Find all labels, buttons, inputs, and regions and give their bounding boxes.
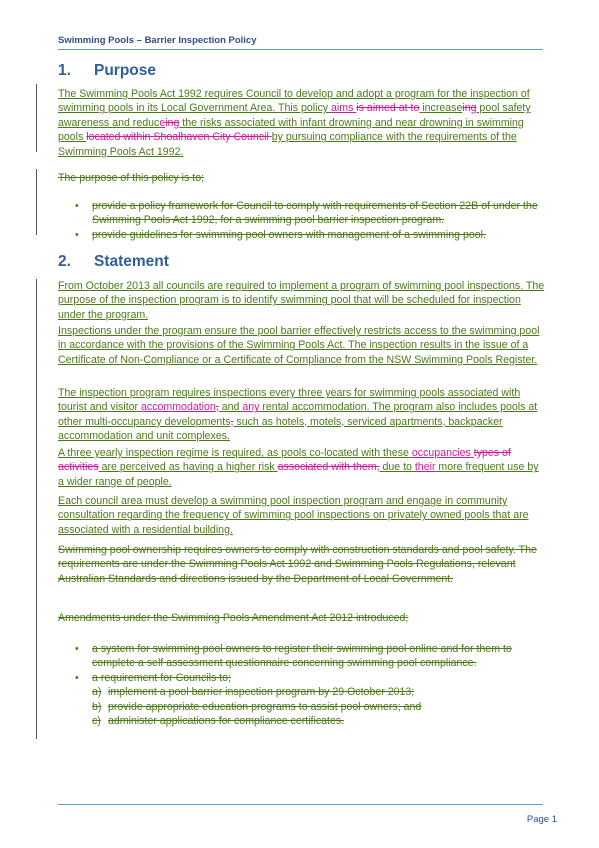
footer-rule xyxy=(58,804,543,805)
sub-list-item: b) provide appropriate education programs to assist pool owners; and xyxy=(92,700,422,713)
statement-paragraph-1: From October 2013 all councils are required to implement a program of swimming pool inspections. The purpose of the inspection program is to identify swimming pool that will be scheduled for inspection under the program. xyxy=(58,280,545,321)
list-item: • provide guidelines for swimming pool owners with management of a swimming pool. xyxy=(75,228,486,241)
statement-paragraph-6: Swimming pool ownership requires owners to comply with construction standards and pool safety. The requirements are under the Swimming Pools Act 1992 and Swimming Pools Regulations, relevant Australian Standards and directions issued by the Department of Local Government. xyxy=(58,544,537,585)
statement-paragraph-4: A three yearly inspection regime is required, as pools co-located with these occupancies types of activities are perceived as having a higher risk associated with them, due to their more frequent use by a wider range of people. xyxy=(58,447,539,488)
section-heading-statement xyxy=(58,253,169,271)
bullet-marker: • xyxy=(75,200,79,212)
statement-paragraph-7: Amendments under the Swimming Pools Amendment Act 2012 introduced; xyxy=(58,612,409,624)
list-item: • a system for swimming pool owners to register their swimming pool online and for them to complete a self assessment questionnaire concerning swimming pool compliance. xyxy=(75,643,512,670)
statement-paragraph-2: Inspections under the program ensure the pool barrier effectively restricts access to the swimming pool in accordance with the provisions of the Swimming Pools Act. The inspection results in the issue of a Certificate of Non-Compliance or a Certificate of Compliance from the NSW Swimming Pools Register. xyxy=(58,325,540,366)
amendments-bullet-list xyxy=(58,642,546,728)
section-title: Purpose xyxy=(94,62,157,79)
change-bar xyxy=(36,169,37,235)
header-rule xyxy=(58,49,543,50)
change-bar xyxy=(36,84,37,152)
statement-paragraph-5: Each council area must develop a swimming pool inspection program and engage in community consultation regarding the frequency of swimming pool inspections on privately owned pools that are associated with a residential building. xyxy=(58,495,529,536)
section-heading-purpose xyxy=(58,62,156,80)
section-number: 1. xyxy=(58,62,71,79)
change-bar xyxy=(36,279,37,739)
page-header-title: Swimming Pools – Barrier Inspection Policy xyxy=(58,35,257,46)
section-number: 2. xyxy=(58,253,71,270)
list-item: • provide a policy framework for Council to comply with requirements of Section 22B of under the Swimming Pools Act 1992, for a swimming pool barrier inspection program. xyxy=(75,200,538,227)
statement-paragraph-3: The inspection program requires inspections every three years for swimming pools associated with tourist and visitor accommodation, and any rental accommodation. The program also includes pools at other multi-occupancy developments, such as hotels, motels, serviced apartments, backpacker accommodation and unit complexes. xyxy=(58,387,538,443)
purpose-bullet-list xyxy=(58,199,546,242)
sub-list-item: c) administer applications for compliance certificates. xyxy=(92,715,345,728)
section-title: Statement xyxy=(94,253,169,270)
page-number: Page 1 xyxy=(526,814,557,825)
bullet-marker: • xyxy=(75,228,79,241)
bullet-marker: • xyxy=(75,671,79,684)
sub-list xyxy=(92,685,546,728)
purpose-intro: The purpose of this policy is to; xyxy=(58,172,205,184)
list-item: • a requirement for Councils to; a) implement a pool barrier inspection program by 29 October 2013; b) provide appropriate education programs to assist pool owners; and c) administer applications for compliance certificates. xyxy=(58,671,546,729)
bullet-marker: • xyxy=(75,643,79,655)
purpose-paragraph: The Swimming Pools Act 1992 requires Council to develop and adopt a program for the inspection of swimming pools in its Local Government Area. This policy aims is aimed at to increaseing pool safety awareness and reduceing the risks associated with infant drowning and near drowning in swimming pools located within Shoalhaven City Council by pursuing compliance with the requirements of the Swimming Pools Act 1992. xyxy=(58,88,531,158)
sub-list-item: a) implement a pool barrier inspection program by 29 October 2013; xyxy=(92,686,415,699)
